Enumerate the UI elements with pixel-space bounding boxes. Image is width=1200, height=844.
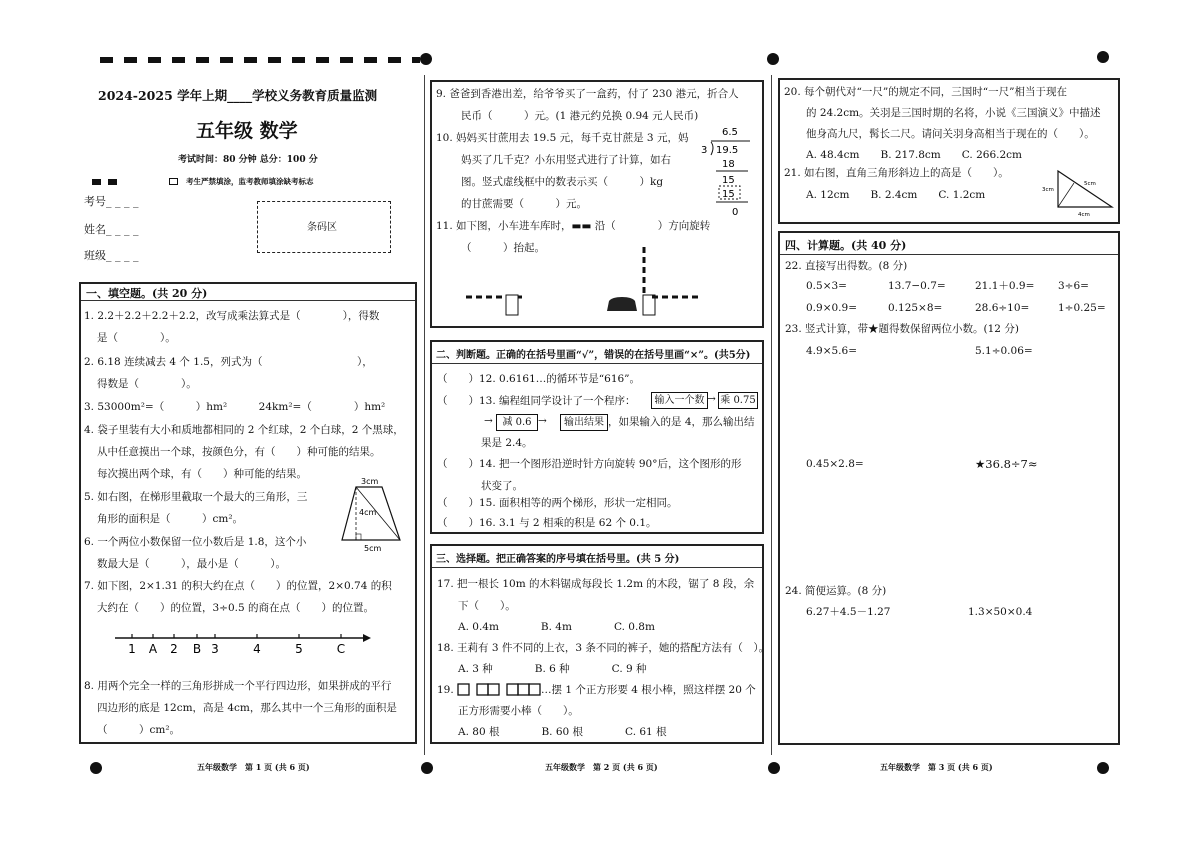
q23-title: 23. 竖式计算，带★题得数保留两位小数。(12 分): [785, 323, 1019, 335]
q24-title: 24. 简便运算。(8 分): [785, 585, 887, 597]
q9-line: 民币（ ）元。(1 港元约兑换 0.94 元人民币): [461, 110, 699, 122]
q13-line: （ ）13. 编程组同学设计了一个程序：: [437, 395, 636, 407]
triangle-leg-label: 3cm: [1042, 187, 1054, 193]
q13-line: ，如果输入的是 4，那么输出结: [608, 416, 755, 428]
q16-line: （ ）16. 3.1 与 2 相乘的积是 62 个 0.1。: [437, 517, 657, 529]
svg-text:19.5: 19.5: [716, 145, 739, 156]
calc-item: ★36.8÷7≈: [975, 457, 1038, 471]
long-division-figure: [698, 125, 758, 220]
svg-text:18: 18: [722, 159, 735, 170]
svg-text:15: 15: [722, 175, 735, 186]
q18-options: A. 3 种 B. 6 种 C. 9 种: [458, 663, 647, 675]
section-header-line: [432, 567, 762, 568]
svg-text:0: 0: [732, 207, 739, 218]
q4-line: 4. 袋子里装有大小和质地都相同的 2 个红球，2 个白球，2 个黑球，: [84, 424, 404, 436]
trapezoid-figure: [330, 475, 410, 555]
section-title: 一、填空题。(共 20 分): [86, 287, 208, 300]
q5-line: 5. 如右图，在梯形里截取一个最大的三角形，三: [84, 491, 308, 503]
section-title: 四、计算题。(共 40 分): [785, 239, 907, 252]
calc-item: 1.3×50×0.4: [968, 606, 1033, 618]
arrow-icon: →: [538, 415, 547, 427]
dashed-cut-line: [100, 57, 420, 63]
registration-dot: [420, 53, 432, 65]
number-line-label: 2: [170, 642, 178, 656]
number-line-label: B: [192, 642, 202, 656]
q12-line: （ ）12. 0.6161…的循环节是“616”。: [437, 373, 641, 385]
q6-line: 数最大是（ ），最小是（ ）。: [97, 558, 286, 570]
q14-line: 状变了。: [481, 480, 523, 492]
q10-line: 妈买了几千克？小东用竖式进行了计算，如右: [461, 154, 671, 166]
program-multiply-box: 乘 0.75: [718, 392, 758, 409]
number-line-label: 5: [295, 642, 303, 656]
program-subtract-box: 减 0.6: [496, 414, 538, 431]
q7-line: 7. 如下图，2×1.31 的积大约在点（ ）的位置，2×0.74 的积: [84, 580, 392, 592]
q20-line: 20. 每个朝代对“一尺”的规定不同，三国时“一尺”相当于现在: [784, 86, 1068, 98]
svg-text:15: 15: [722, 189, 735, 200]
right-triangle-figure: [1040, 165, 1120, 217]
name-field[interactable]: 姓名_ _ _ _: [84, 223, 139, 236]
page-footer: 五年级数学 第 3 页 (共 6 页): [880, 762, 993, 772]
number-line-label: C: [336, 642, 346, 656]
q15-line: （ ）15. 面积相等的两个梯形，形状一定相同。: [437, 497, 678, 509]
q1-line: 1. 2.2＋2.2＋2.2＋2.2，改写成乘法算式是（ ），得数: [84, 310, 380, 322]
absent-mark-block: [92, 179, 101, 185]
q18-line: 18. 王莉有 3 件不同的上衣，3 条不同的裤子，她的搭配方法有（ ）。: [437, 642, 770, 654]
calc-item: 0.125×8=: [888, 302, 943, 314]
page-footer: 五年级数学 第 1 页 (共 6 页): [197, 762, 310, 772]
calc-item: 1÷0.25=: [1058, 302, 1106, 314]
column-divider: [771, 75, 772, 755]
arrow-icon: →: [707, 393, 716, 405]
q13-line: 果是 2.4。: [481, 437, 533, 449]
calc-item: 6.27＋4.5－1.27: [806, 606, 891, 618]
trapezoid-top-label: 3cm: [361, 477, 379, 486]
calc-item: 3÷6=: [1058, 280, 1089, 292]
svg-text:6.5: 6.5: [722, 127, 738, 138]
page-footer: 五年级数学 第 2 页 (共 6 页): [545, 762, 658, 772]
q22-title: 22. 直接写出得数。(8 分): [785, 260, 908, 272]
q19-options: A. 80 根 B. 60 根 C. 61 根: [458, 726, 667, 738]
arrow-icon: →: [484, 415, 493, 427]
q3-line: 3. 53000m²=（ ）hm² 24km²=（ ）hm²: [84, 401, 386, 413]
registration-dot: [767, 53, 779, 65]
exam-info: 考试时间：80 分钟 总分：100 分: [178, 155, 318, 165]
calc-item: 5.1÷0.06=: [975, 345, 1033, 357]
section-title: 二、判断题。正确的在括号里画“√”，错误的在括号里画“×”。(共5分): [436, 350, 751, 361]
number-line-label: 1: [128, 642, 136, 656]
section-header-line: [780, 254, 1118, 255]
calc-item: 0.5×3=: [806, 280, 847, 292]
q8-line: （ ）cm²。: [97, 724, 181, 736]
square-sticks-figure: [457, 683, 542, 697]
absent-mark-block: [108, 179, 117, 185]
q10-line: 10. 妈妈买甘蔗用去 19.5 元，每千克甘蔗是 3 元，妈: [436, 132, 689, 144]
q19-line: 正方形需要小棒（ ）。: [458, 705, 579, 717]
q2-line: 得数是（ ）。: [97, 378, 197, 390]
q4-line: 从中任意摸出一个球，按颜色分，有（ ）种可能的结果。: [97, 446, 381, 458]
class-field[interactable]: 班级_ _ _ _: [84, 249, 139, 262]
q20-line: 的 24.2cm。关羽是三国时期的名将，小说《三国演义》中描述: [806, 107, 1101, 119]
number-line-label: 4: [253, 642, 261, 656]
exam-notice: 考生严禁填涂，监考教师填涂缺考标志: [186, 177, 314, 186]
q2-line: 2. 6.18 连续减去 4 个 1.5，列式为（ ），: [84, 356, 373, 368]
q19-line: …摆 1 个正方形要 4 根小棒，照这样摆 20 个: [541, 684, 756, 696]
q19-number: 19.: [437, 684, 454, 696]
registration-dot: [90, 762, 102, 774]
q8-line: 8. 用两个完全一样的三角形拼成一个平行四边形，如果拼成的平行: [84, 680, 392, 692]
svg-text:3: 3: [701, 145, 708, 156]
number-line-label: A: [148, 642, 158, 656]
calc-item: 28.6÷10=: [975, 302, 1030, 314]
q11-line: （ ）抬起。: [461, 242, 545, 254]
exam-number-field[interactable]: 考号_ _ _ _: [84, 195, 139, 208]
number-line: [115, 628, 375, 658]
calc-item: 4.9×5.6=: [806, 345, 857, 357]
q10-line: 图。竖式虚线框中的数表示买（ ）kg: [461, 176, 664, 188]
q10-line: 的甘蔗需要（ ）元。: [461, 198, 587, 210]
registration-dot: [1097, 762, 1109, 774]
exam-title: 2024-2025 学年上期____学校义务教育质量监测: [98, 88, 378, 103]
calc-item: 0.45×2.8=: [806, 458, 864, 470]
q8-line: 四边形的底是 12cm，高是 4cm，那么其中一个三角形的面积是: [97, 702, 397, 714]
q17-line: 下（ ）。: [458, 600, 516, 612]
q5-line: 角形的面积是（ ）cm²。: [97, 513, 244, 525]
registration-dot: [421, 762, 433, 774]
absent-checkbox[interactable]: [169, 178, 178, 185]
section-title: 三、选择题。把正确答案的序号填在括号里。(共 5 分): [436, 554, 680, 565]
q7-line: 大约在（ ）的位置，3÷0.5 的商在点（ ）的位置。: [97, 602, 375, 614]
calc-item: 21.1＋0.9=: [975, 280, 1035, 292]
triangle-base-label: 4cm: [1078, 212, 1090, 218]
q1-line: 是（ ）。: [97, 332, 176, 344]
section-header-line: [432, 363, 762, 364]
registration-dot: [768, 762, 780, 774]
trapezoid-height-label: 4cm: [359, 508, 377, 517]
barcode-label: 条码区: [307, 222, 337, 233]
q21-line: 21. 如右图，直角三角形斜边上的高是（ ）。: [784, 167, 1009, 179]
q20-options: A. 48.4cm B. 217.8cm C. 266.2cm: [806, 149, 1022, 161]
q17-line: 17. 把一根长 10m 的木料锯成每段长 1.2m 的木段，锯了 8 段，余: [437, 578, 755, 590]
triangle-hyp-label: 5cm: [1084, 181, 1096, 187]
program-output-box: 输出结果: [560, 414, 608, 431]
q14-line: （ ）14. 把一个图形沿逆时针方向旋转 90°后，这个图形的形: [437, 458, 742, 470]
q17-options: A. 0.4m B. 4m C. 0.8m: [458, 621, 655, 633]
q11-line: 11. 如下图，小车进车库时，▬▬ 沿（ ）方向旋转: [436, 220, 711, 232]
q21-options: A. 12cm B. 2.4cm C. 1.2cm: [806, 189, 986, 201]
q4-line: 每次摸出两个球，有（ ）种可能的结果。: [97, 468, 307, 480]
calc-item: 0.9×0.9=: [806, 302, 857, 314]
q20-line: 他身高九尺，髯长二尺。请问关羽身高相当于现在的（ ）。: [806, 128, 1095, 140]
subject-title: 五年级 数学: [196, 120, 298, 142]
q6-line: 6. 一个两位小数保留一位小数后是 1.8，这个小: [84, 536, 307, 548]
q9-line: 9. 爸爸到香港出差，给爷爷买了一盒药，付了 230 港元，折合人: [436, 88, 739, 100]
column-divider: [424, 75, 425, 755]
program-input-box: 输入一个数: [651, 392, 708, 409]
registration-dot: [1097, 51, 1109, 63]
parking-barrier-figure: [462, 245, 702, 320]
calc-item: 13.7−0.7=: [888, 280, 946, 292]
number-line-label: 3: [211, 642, 219, 656]
trapezoid-bottom-label: 5cm: [364, 544, 382, 553]
